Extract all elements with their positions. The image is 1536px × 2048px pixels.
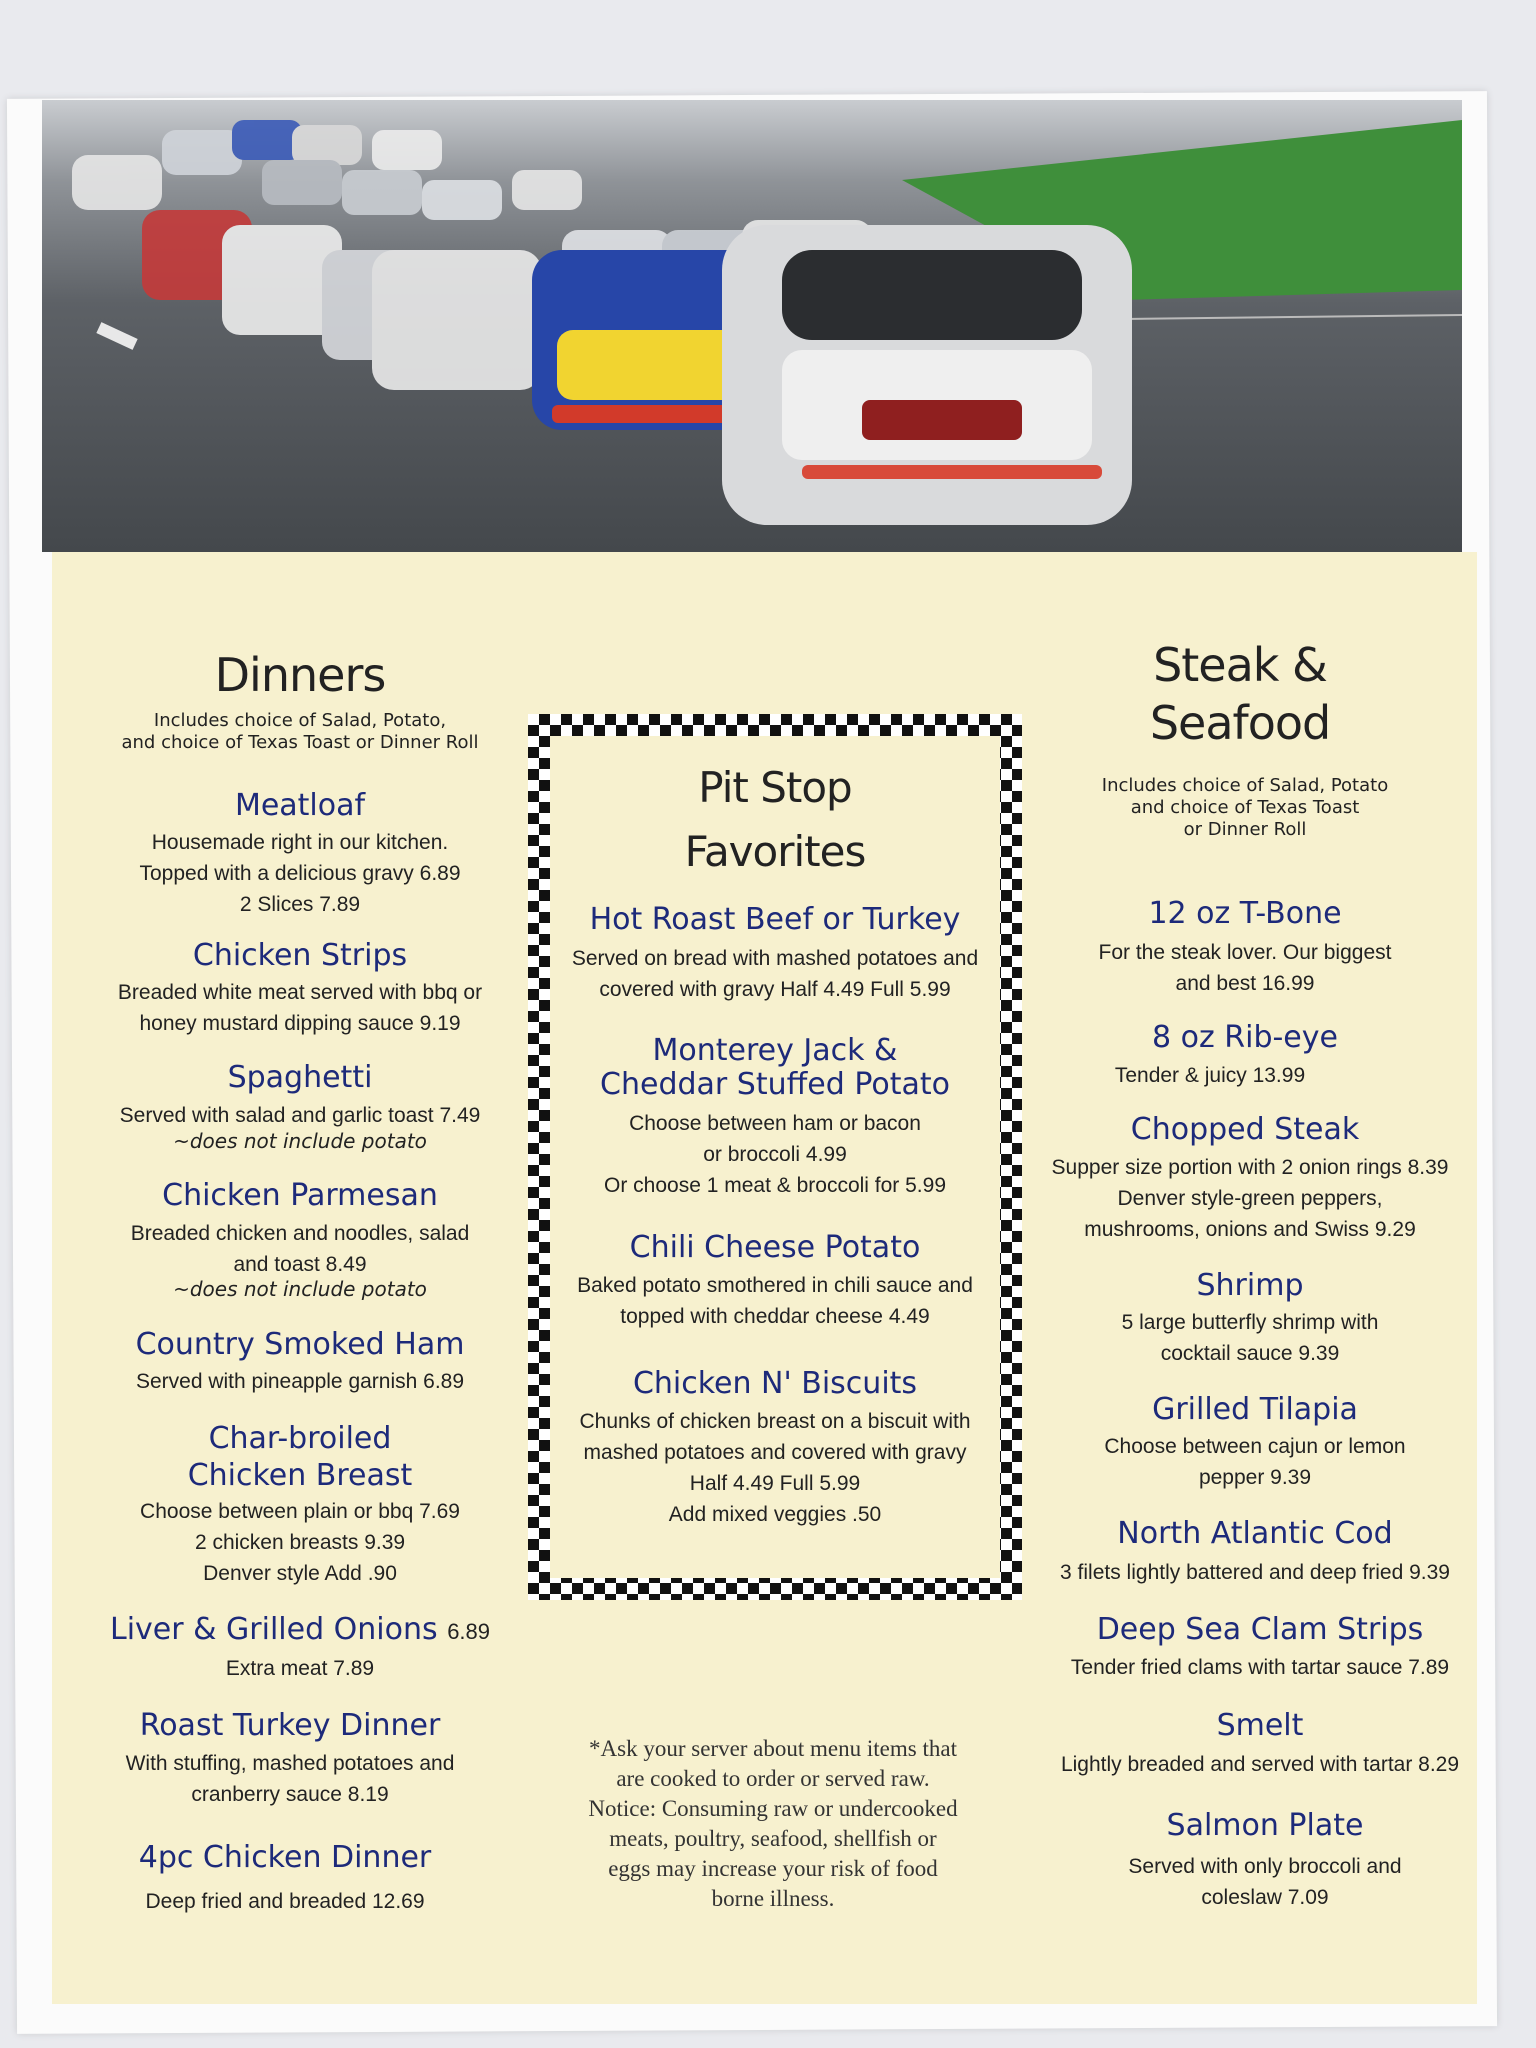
- dinner-item-name: Country Smoked Ham: [135, 1327, 465, 1362]
- steak-item-name: North Atlantic Cod: [1117, 1516, 1393, 1551]
- steak-item-desc: For the steak lover. Our biggest and best 16.99: [1098, 941, 1392, 995]
- pit-stop-item-desc: Baked potato smothered in chili sauce and topped with cheddar cheese 4.49: [577, 1274, 973, 1328]
- dinner-item-name: 4pc Chicken Dinner: [138, 1840, 432, 1875]
- steak-item-name: 8 oz Rib-eye: [1152, 1020, 1338, 1055]
- dinner-item-desc: With stuffing, mashed potatoes and cranberry sauce 8.19: [125, 1752, 455, 1806]
- steak-item-name: 12 oz T-Bone: [1148, 896, 1342, 931]
- dinner-item-desc: Served with pineapple garnish 6.89: [135, 1370, 465, 1393]
- dinner-item-name: [60, 1612, 540, 1647]
- pit-stop-item-name: Chicken N' Biscuits: [632, 1366, 918, 1401]
- dinners-subtitle: Includes choice of Salad, Potato, and choice of Texas Toast or Dinner Roll: [121, 710, 479, 753]
- steak-item-desc: Tender fried clams with tartar sauce 7.89: [1070, 1656, 1450, 1679]
- pit-stop-item-desc: Choose between ham or bacon or broccoli 4.99 Or choose 1 meat & broccoli for 5.99: [604, 1112, 946, 1197]
- steak-item-desc: Tender & juicy 13.99: [1114, 1064, 1306, 1087]
- dinner-item-desc: Extra meat 7.89: [225, 1657, 375, 1680]
- dinner-item-desc: Deep fried and breaded 12.69: [145, 1890, 425, 1913]
- pit-stop-item-name: Hot Roast Beef or Turkey: [589, 902, 961, 937]
- dinner-item-name-text: Liver & Grilled Onions: [109, 1612, 438, 1647]
- steak-item-name: Deep Sea Clam Strips: [1096, 1612, 1424, 1647]
- dinner-item-desc: Breaded white meat served with bbq or honey mustard dipping sauce 9.19: [117, 981, 483, 1035]
- steak-item-desc: Supper size portion with 2 onion rings 8.39 Denver style-green peppers, mushrooms, onions and Swiss 9.29: [1051, 1156, 1449, 1241]
- pit-stop-item-desc: Chunks of chicken breast on a biscuit with mashed potatoes and covered with gravy Half 4.49 Full 5.99 Add mixed veggies .50: [579, 1410, 971, 1526]
- food-safety-notice: *Ask your server about menu items that are cooked to order or served raw. Notice: Consuming raw or undercooked meats, poultry, seafood, shellfish or eggs may increase your risk of food borne illness.: [588, 1736, 958, 1911]
- steak-item-desc: Choose between cajun or lemon pepper 9.39: [1104, 1435, 1406, 1489]
- steak-seafood-subtitle: Includes choice of Salad, Potato and choice of Texas Toast or Dinner Roll: [1101, 775, 1389, 840]
- dinner-item-name: Chicken Parmesan: [162, 1178, 438, 1213]
- steak-item-desc: 3 filets lightly battered and deep fried 9.39: [1060, 1561, 1450, 1584]
- steak-item-desc: Served with only broccoli and coleslaw 7.09: [1128, 1855, 1402, 1909]
- dinner-item-price: 6.89: [447, 1619, 491, 1644]
- dinner-item-note: ~does not include potato: [173, 1277, 427, 1301]
- dinner-item-note: ~does not include potato: [173, 1129, 427, 1153]
- dinner-item-name: Roast Turkey Dinner: [139, 1708, 441, 1743]
- dinner-item-name: Chicken Strips: [192, 938, 408, 973]
- dinner-item-desc: Served with salad and garlic toast 7.49: [119, 1104, 481, 1127]
- pit-stop-item-name: Monterey Jack & Cheddar Stuffed Potato: [600, 1033, 950, 1102]
- dinner-item-desc: Breaded chicken and noodles, salad and toast 8.49: [130, 1222, 470, 1276]
- race-cars-photo: [42, 100, 1462, 552]
- steak-item-name: Chopped Steak: [1130, 1112, 1360, 1147]
- dinner-item-name: Spaghetti: [227, 1060, 373, 1095]
- steak-item-name: Salmon Plate: [1166, 1808, 1364, 1843]
- steak-seafood-title: Steak & Seafood: [1149, 638, 1331, 750]
- steak-item-name: Grilled Tilapia: [1152, 1392, 1358, 1427]
- steak-item-name: Smelt: [1216, 1708, 1304, 1743]
- dinner-item-name: Char-broiled Chicken Breast: [187, 1421, 413, 1493]
- pit-stop-item-desc: Served on bread with mashed potatoes and covered with gravy Half 4.49 Full 5.99: [571, 947, 979, 1001]
- race-cars-illustration: [42, 100, 1462, 552]
- steak-item-name: Shrimp: [1196, 1268, 1304, 1303]
- dinner-item-desc: Housemade right in our kitchen. Topped with a delicious gravy 6.89 2 Slices 7.89: [139, 831, 461, 916]
- pit-stop-item-name: Chili Cheese Potato: [629, 1230, 921, 1265]
- dinners-title: Dinners: [214, 648, 386, 702]
- steak-item-desc: Lightly breaded and served with tartar 8.29: [1060, 1753, 1460, 1776]
- dinner-item-desc: Choose between plain or bbq 7.69 2 chicken breasts 9.39 Denver style Add .90: [140, 1500, 460, 1585]
- dinner-item-name: Meatloaf: [234, 788, 366, 823]
- steak-item-desc: 5 large butterfly shrimp with cocktail sauce 9.39: [1121, 1311, 1379, 1365]
- pit-stop-title: Pit Stop Favorites: [684, 763, 866, 876]
